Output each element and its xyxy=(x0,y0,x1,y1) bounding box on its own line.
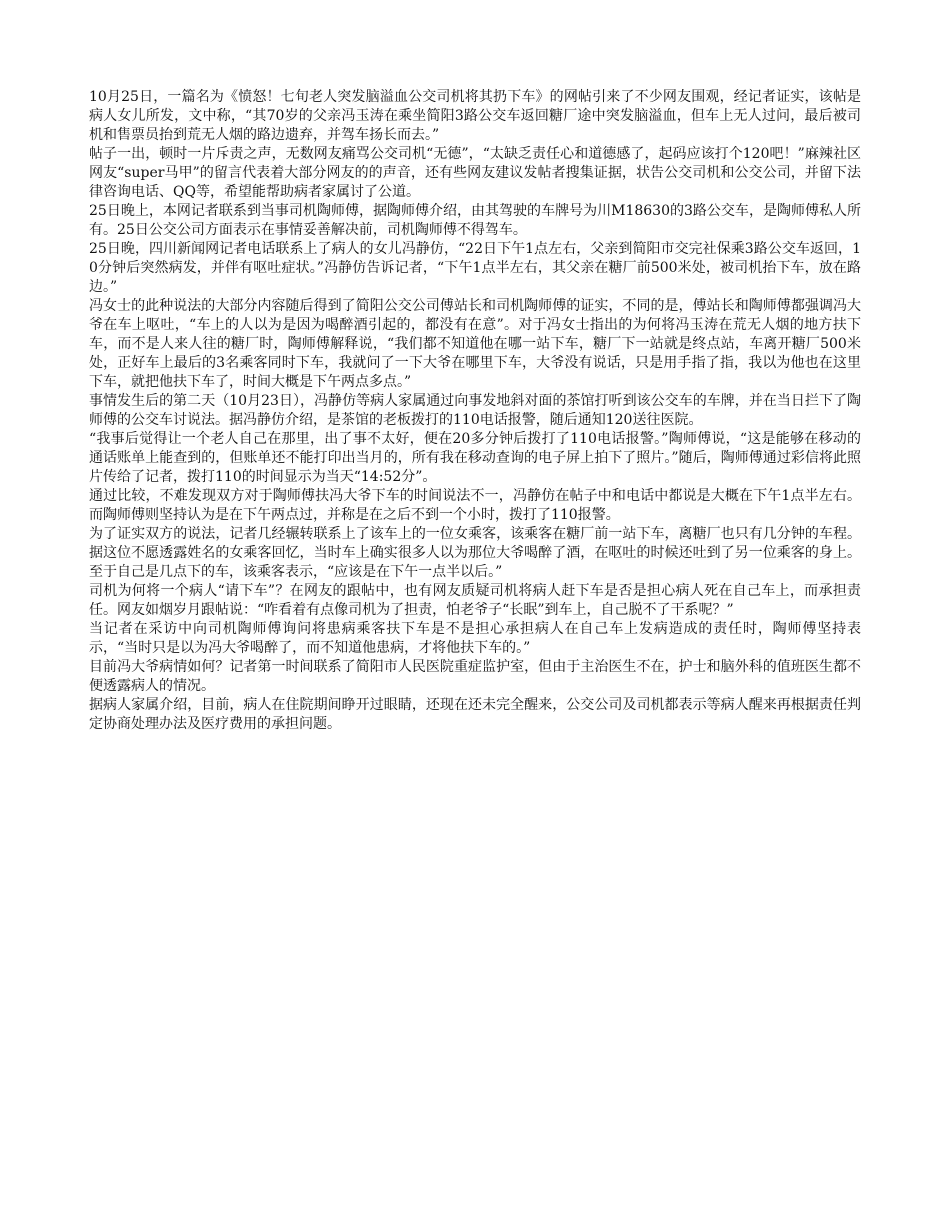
article-paragraph-2: 帖子一出，顿时一片斥责之声，无数网友痛骂公交司机“无德”，“太缺乏责任心和道德感了，起码应该打个120吧！”麻辣社区网友“super马甲”的留言代表着大部分网友的的声音，还有些网友建议发帖者搜集证据，状告公交司机和公交公司，并留下法律咨询电话、QQ等，希望能帮助病者家属讨了公道。 xyxy=(89,146,861,200)
article-paragraph-13: 据病人家属介绍，目前，病人在住院期间睁开过眼睛，还现在还未完全醒来，公交公司及司机都表示等病人醒来再根据责任判定协商处理办法及医疗费用的承担问题。 xyxy=(89,697,861,732)
article-paragraph-5: 冯女士的此种说法的大部分内容随后得到了简阳公交公司傅站长和司机陶师傅的证实，不同的是，傅站长和陶师傅都强调冯大爷在车上呕吐，“车上的人以为是因为喝醉酒引起的，都没有在意”。对于冯女士指出的为何将冯玉涛在荒无人烟的地方扶下车，而不是人来人往的糖厂时，陶师傅解释说，“我们都不知道他在哪一站下车，糖厂下一站就是终点站，车离开糖厂500米处，正好车上最后的3名乘客同时下车，我就问了一下大爷在哪里下车，大爷没有说话，只是用手指了指，我以为他也在这里下车，就把他扶下车了，时间大概是下午两点多点。” xyxy=(89,298,861,390)
article-paragraph-4: 25日晚，四川新闻网记者电话联系上了病人的女儿冯静仿，“22日下午1点左右，父亲到简阳市交完社保乘3路公交车返回，10分钟后突然病发，并伴有呕吐症状。”冯静仿告诉记者，“下午1点半左右，其父亲在糖厂前500米处，被司机抬下车，放在路边。” xyxy=(89,241,861,295)
article-paragraph-9: 为了证实双方的说法，记者几经辗转联系上了该车上的一位女乘客，该乘客在糖厂前一站下车，离糖厂也只有几分钟的车程。据这位不愿透露姓名的女乘客回忆，当时车上确实很多人以为那位大爷喝醉了酒，在呕吐的时候还吐到了另一位乘客的身上。至于自己是几点下的车，该乘客表示，“应该是在下午一点半以后。” xyxy=(89,526,861,580)
article-paragraph-3: 25日晚上，本网记者联系到当事司机陶师傅，据陶师傅介绍，由其驾驶的车牌号为川M18630的3路公交车，是陶师傅私人所有。25日公交公司方面表示在事情妥善解决前，司机陶师傅不得驾车。 xyxy=(89,203,861,238)
article-paragraph-10: 司机为何将一个病人“请下车”？在网友的跟帖中，也有网友质疑司机将病人赶下车是否是担心病人死在自己车上，而承担责任。网友如烟岁月跟帖说：“咋看着有点像司机为了担责，怕老爷子“长眠”到车上，自己脱不了干系呢？” xyxy=(89,583,861,618)
article-paragraph-6: 事情发生后的第二天（10月23日），冯静仿等病人家属通过向事发地斜对面的茶馆打听到该公交车的车牌，并在当日拦下了陶师傅的公交车讨说法。据冯静仿介绍，是茶馆的老板拨打的110电话报警，随后通知120送往医院。 xyxy=(89,393,861,428)
article-paragraph-12: 目前冯大爷病情如何？记者第一时间联系了简阳市人民医院重症监护室，但由于主治医生不在，护士和脑外科的值班医生都不便透露病人的情况。 xyxy=(89,659,861,694)
article-body xyxy=(89,88,861,734)
article-paragraph-11: 当记者在采访中向司机陶师傅询问将患病乘客扶下车是不是担心承担病人在自己车上发病造成的责任时，陶师傅坚持表示，“当时只是以为冯大爷喝醉了，而不知道他患病，才将他扶下车的。” xyxy=(89,621,861,656)
article-paragraph-8: 通过比较，不难发现双方对于陶师傅扶冯大爷下车的时间说法不一，冯静仿在帖子中和电话中都说是大概在下午1点半左右。而陶师傅则坚持认为是在下午两点过，并称是在之后不到一个小时，拨打了110报警。 xyxy=(89,488,861,523)
article-paragraph-7: “我事后觉得让一个老人自己在那里，出了事不太好，便在20多分钟后拨打了110电话报警。”陶师傅说，“这是能够在移动的通话账单上能查到的，但账单还不能打印出当月的，所有我在移动查询的电子屏上拍下了照片。”随后，陶师傅通过彩信将此照片传给了记者，拨打110的时间显示为当天“14:52分”。 xyxy=(89,431,861,485)
article-paragraph-1: 10月25日，一篇名为《愤怒！七旬老人突发脑溢血公交司机将其扔下车》的网帖引来了不少网友围观，经记者证实，该帖是病人女儿所发，文中称，“其70岁的父亲冯玉涛在乘坐简阳3路公交车返回糖厂途中突发脑溢血，但车上无人过问，最后被司机和售票员抬到荒无人烟的路边遗弃，并驾车扬长而去。” xyxy=(89,89,861,143)
